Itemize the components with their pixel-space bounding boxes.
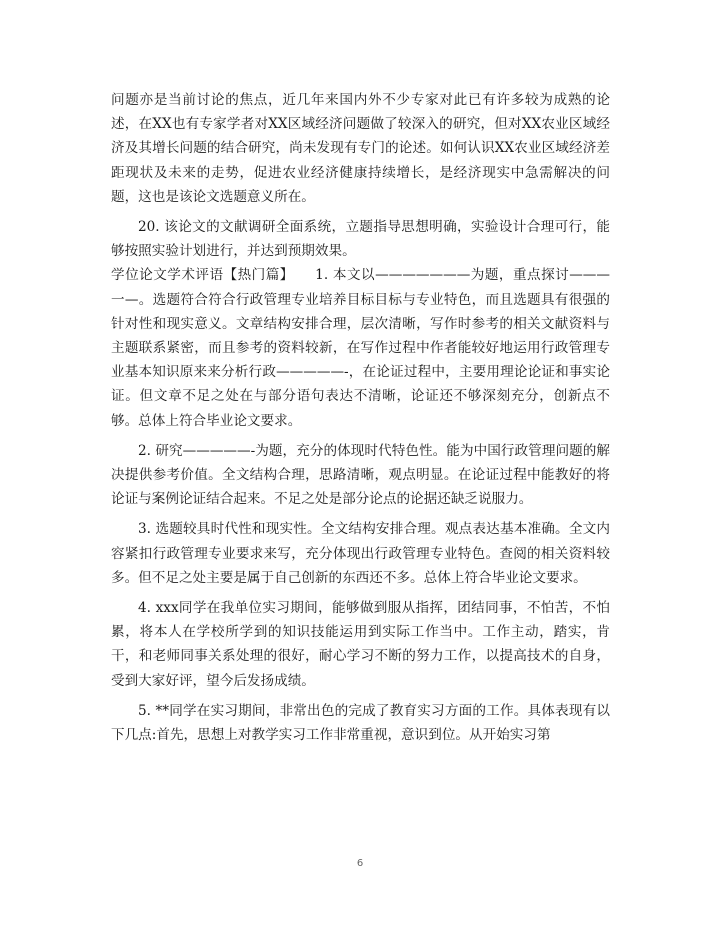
document-body xyxy=(111,88,610,747)
paragraph-continuation: 问题亦是当前讨论的焦点，近几年来国内外不少专家对此已有许多较为成熟的论述，在XX也有专家学者对XX区域经济问题做了较深入的研究，但对XX农业区域经济及其增长问题的结合研究，尚未发现有专门的论述。如何认识XX农业区域经济差距现状及未来的走势，促进农业经济健康持续增长，是经济现实中急需解决的问题，这也是该论文选题意义所在。 xyxy=(111,92,610,205)
paragraph-item-5: 5. **同学在实习期间，非常出色的完成了教育实习方面的工作。具体表现有以下几点:首先，思想上对教学实习工作非常重视，意识到位。从开始实习第 xyxy=(111,702,610,744)
page-number: 6 xyxy=(356,858,364,869)
paragraph-item-3: 3. 选题较具时代性和现实性。全文结构安排合理。观点表达基本准确。全文内容紧扣行政管理专业要求来写，充分体现出行政管理专业特色。查阅的相关资料较多。但不足之处主要是属于自己创新的东西还不多。总体上符合毕业论文要求。 xyxy=(111,521,610,586)
paragraph-section-heading-item-1: 学位论文学术评语【热门篇】 1. 本文以———————为题，重点探讨———一—。选题符合符合行政管理专业培养目标目标与专业特色，而且选题具有很强的针对性和现实意义。文章结构安排合理，层次清晰，写作时参考的相关文献资料与主题联系紧密，而且参考的资料较新，在写作过程中作者能较好地运用行政管理专业基本知识原来来分析行政—————-，在论证过程中，主要用理论论证和事实论证。但文章不足之处在与部分语句表达不清晰，论证还不够深刻充分，创新点不够。总体上符合毕业论文要求。 xyxy=(111,267,610,429)
paragraph-item-2: 2. 研究—————-为题，充分的体现时代特色性。能为中国行政管理问题的解决提供参考价值。全文结构合理，思路清晰，观点明显。在论证过程中能教好的将论证与案例论证结合起来。不足之处是部分论点的论据还缺乏说服力。 xyxy=(111,442,610,508)
paragraph-item-20: 20. 该论文的文献调研全面系统，立题指导思想明确，实验设计合理可行，能够按照实验计划进行，并达到预期效果。 xyxy=(111,219,610,260)
paragraph-item-4: 4. xxx同学在我单位实习期间，能够做到服从指挥，团结同事，不怕苦，不怕累，将本人在学校所学到的知识技能运用到实际工作当中。工作主动，踏实，肯干，和老师同事关系处理的很好，耐心学习不断的努力工作，以提高技术的自身，受到大家好评，望今后发扬成绩。 xyxy=(111,600,610,689)
